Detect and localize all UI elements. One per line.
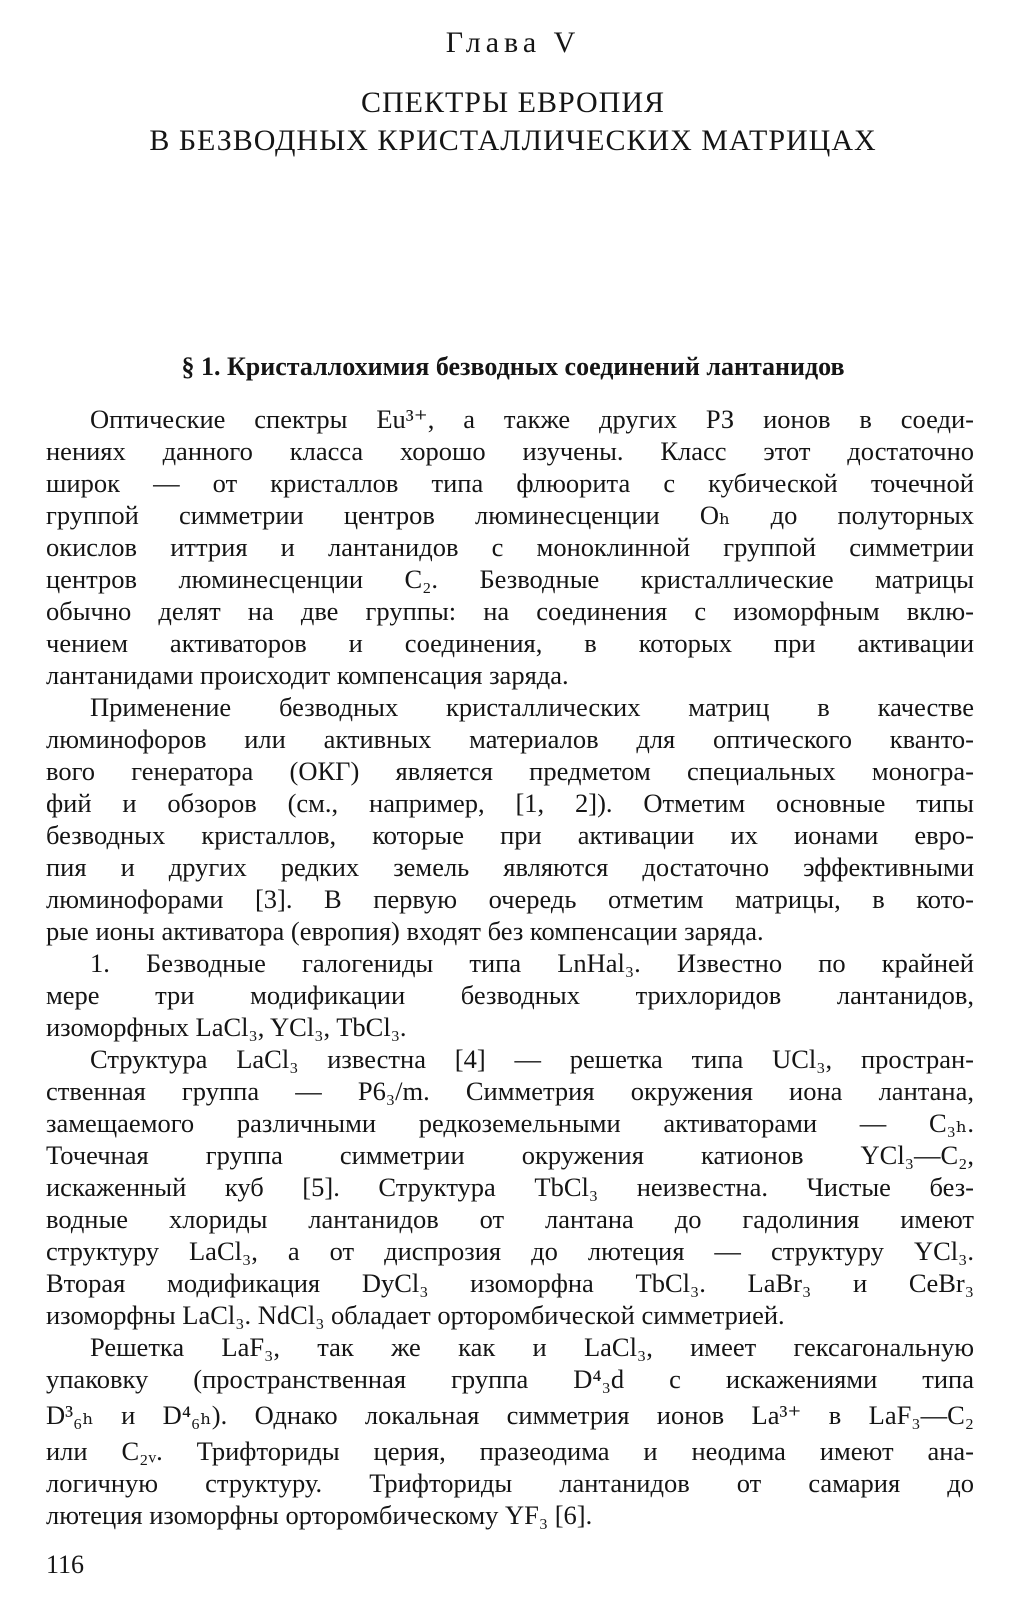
text-line: рые ионы активатора (европия) входят без компенсации заряда. [46, 916, 764, 946]
text-line: центров люминесценции C₂. Безводные кристаллические матрицы [46, 564, 974, 594]
text-line: D³₆ₕ и D⁴₆ₕ). Однако локальная симметрия ионов La³⁺ в LaF₃—C₂ [46, 1400, 974, 1430]
text-line: нениях данного класса хорошо изучены. Класс этот достаточно [46, 436, 974, 466]
text-line: логичную структуру. Трифториды лантанидов от самария до [46, 1468, 974, 1498]
text-line: лантанидами происходит компенсация заряда. [46, 660, 569, 690]
text-line: упаковку (пространственная группа D⁴₃d с искажениями типа [46, 1364, 974, 1394]
text-line: пия и других редких земель являются достаточно эффективными [46, 852, 974, 882]
chapter-title-line-2: В БЕЗВОДНЫХ КРИСТАЛЛИЧЕСКИХ МАТРИЦАХ [149, 124, 877, 157]
text-line: лютеция изоморфны орторомбическому YF₃ [6]. [46, 1500, 593, 1530]
text-line: чением активаторов и соединения, в которых при активации [46, 628, 974, 658]
text-line: Применение безводных кристаллических матриц в качестве [90, 692, 974, 722]
text-line: широк — от кристаллов типа флюорита с кубической точечной [46, 468, 974, 498]
text-line: люминофорами [3]. В первую очередь отметим матрицы, в кото- [46, 884, 974, 914]
text-line: безводных кристаллов, которые при активации их ионами евро- [46, 820, 974, 850]
text-line: замещаемого различными редкоземельными активаторами — C₃ₕ. [46, 1108, 974, 1138]
text-line: Вторая модификация DyCl₃ изоморфна TbCl₃. LaBr₃ и CeBr₃ [46, 1268, 974, 1298]
text-line: водные хлориды лантанидов от лантана до гадолиния имеют [46, 1204, 974, 1234]
body-text [46, 403, 974, 1531]
chapter-title-line-1: СПЕКТРЫ ЕВРОПИЯ [360, 86, 666, 119]
text-line: обычно делят на две группы: на соединения с изоморфным вклю- [46, 596, 974, 626]
chapter-title [0, 84, 1026, 160]
text-line: вого генератора (ОКГ) является предметом специальных моногра- [46, 756, 974, 786]
text-line: Структура LaCl₃ известна [4] — решетка типа UCl₃, простран- [90, 1044, 974, 1074]
text-line: изоморфны LaCl₃. NdCl₃ обладает орторомбической симметрией. [46, 1300, 785, 1330]
text-line: фий и обзоров (см., например, [1, 2]). Отметим основные типы [46, 788, 974, 818]
text-line: мере три модификации безводных трихлоридов лантанидов, [46, 980, 974, 1010]
section-heading: § 1. Кристаллохимия безводных соединений лантанидов [181, 352, 845, 381]
text-line: Точечная группа симметрии окружения катионов YCl₃—C₂, [46, 1140, 974, 1170]
text-line: Оптические спектры Eu³⁺, а также других РЗ ионов в соеди- [90, 404, 974, 434]
text-line: искаженный куб [5]. Структура TbCl₃ неизвестна. Чистые без- [46, 1172, 974, 1202]
text-line: группой симметрии центров люминесценции Oₕ до полуторных [46, 500, 974, 530]
text-line: 1. Безводные галогениды типа LnHal₃. Известно по крайней [90, 948, 974, 978]
text-line: Решетка LaF₃, так же как и LaCl₃, имеет гексагональную [90, 1332, 974, 1362]
text-line: окислов иттрия и лантанидов с моноклинной группой симметрии [46, 532, 974, 562]
text-line: или C₂ᵥ. Трифториды церия, празеодима и неодима имеют ана- [46, 1436, 974, 1466]
text-line: структуру LaCl₃, а от диспрозия до лютеция — структуру YCl₃. [46, 1236, 974, 1266]
chapter-label: Глава V [445, 26, 581, 59]
page-number: 116 [46, 1550, 85, 1579]
text-line: ственная группа — P6₃/m. Симметрия окружения иона лантана, [46, 1076, 974, 1106]
text-line: люминофоров или активных материалов для оптического кванто- [46, 724, 974, 754]
text-line: изоморфных LaCl₃, YCl₃, TbCl₃. [46, 1012, 407, 1042]
